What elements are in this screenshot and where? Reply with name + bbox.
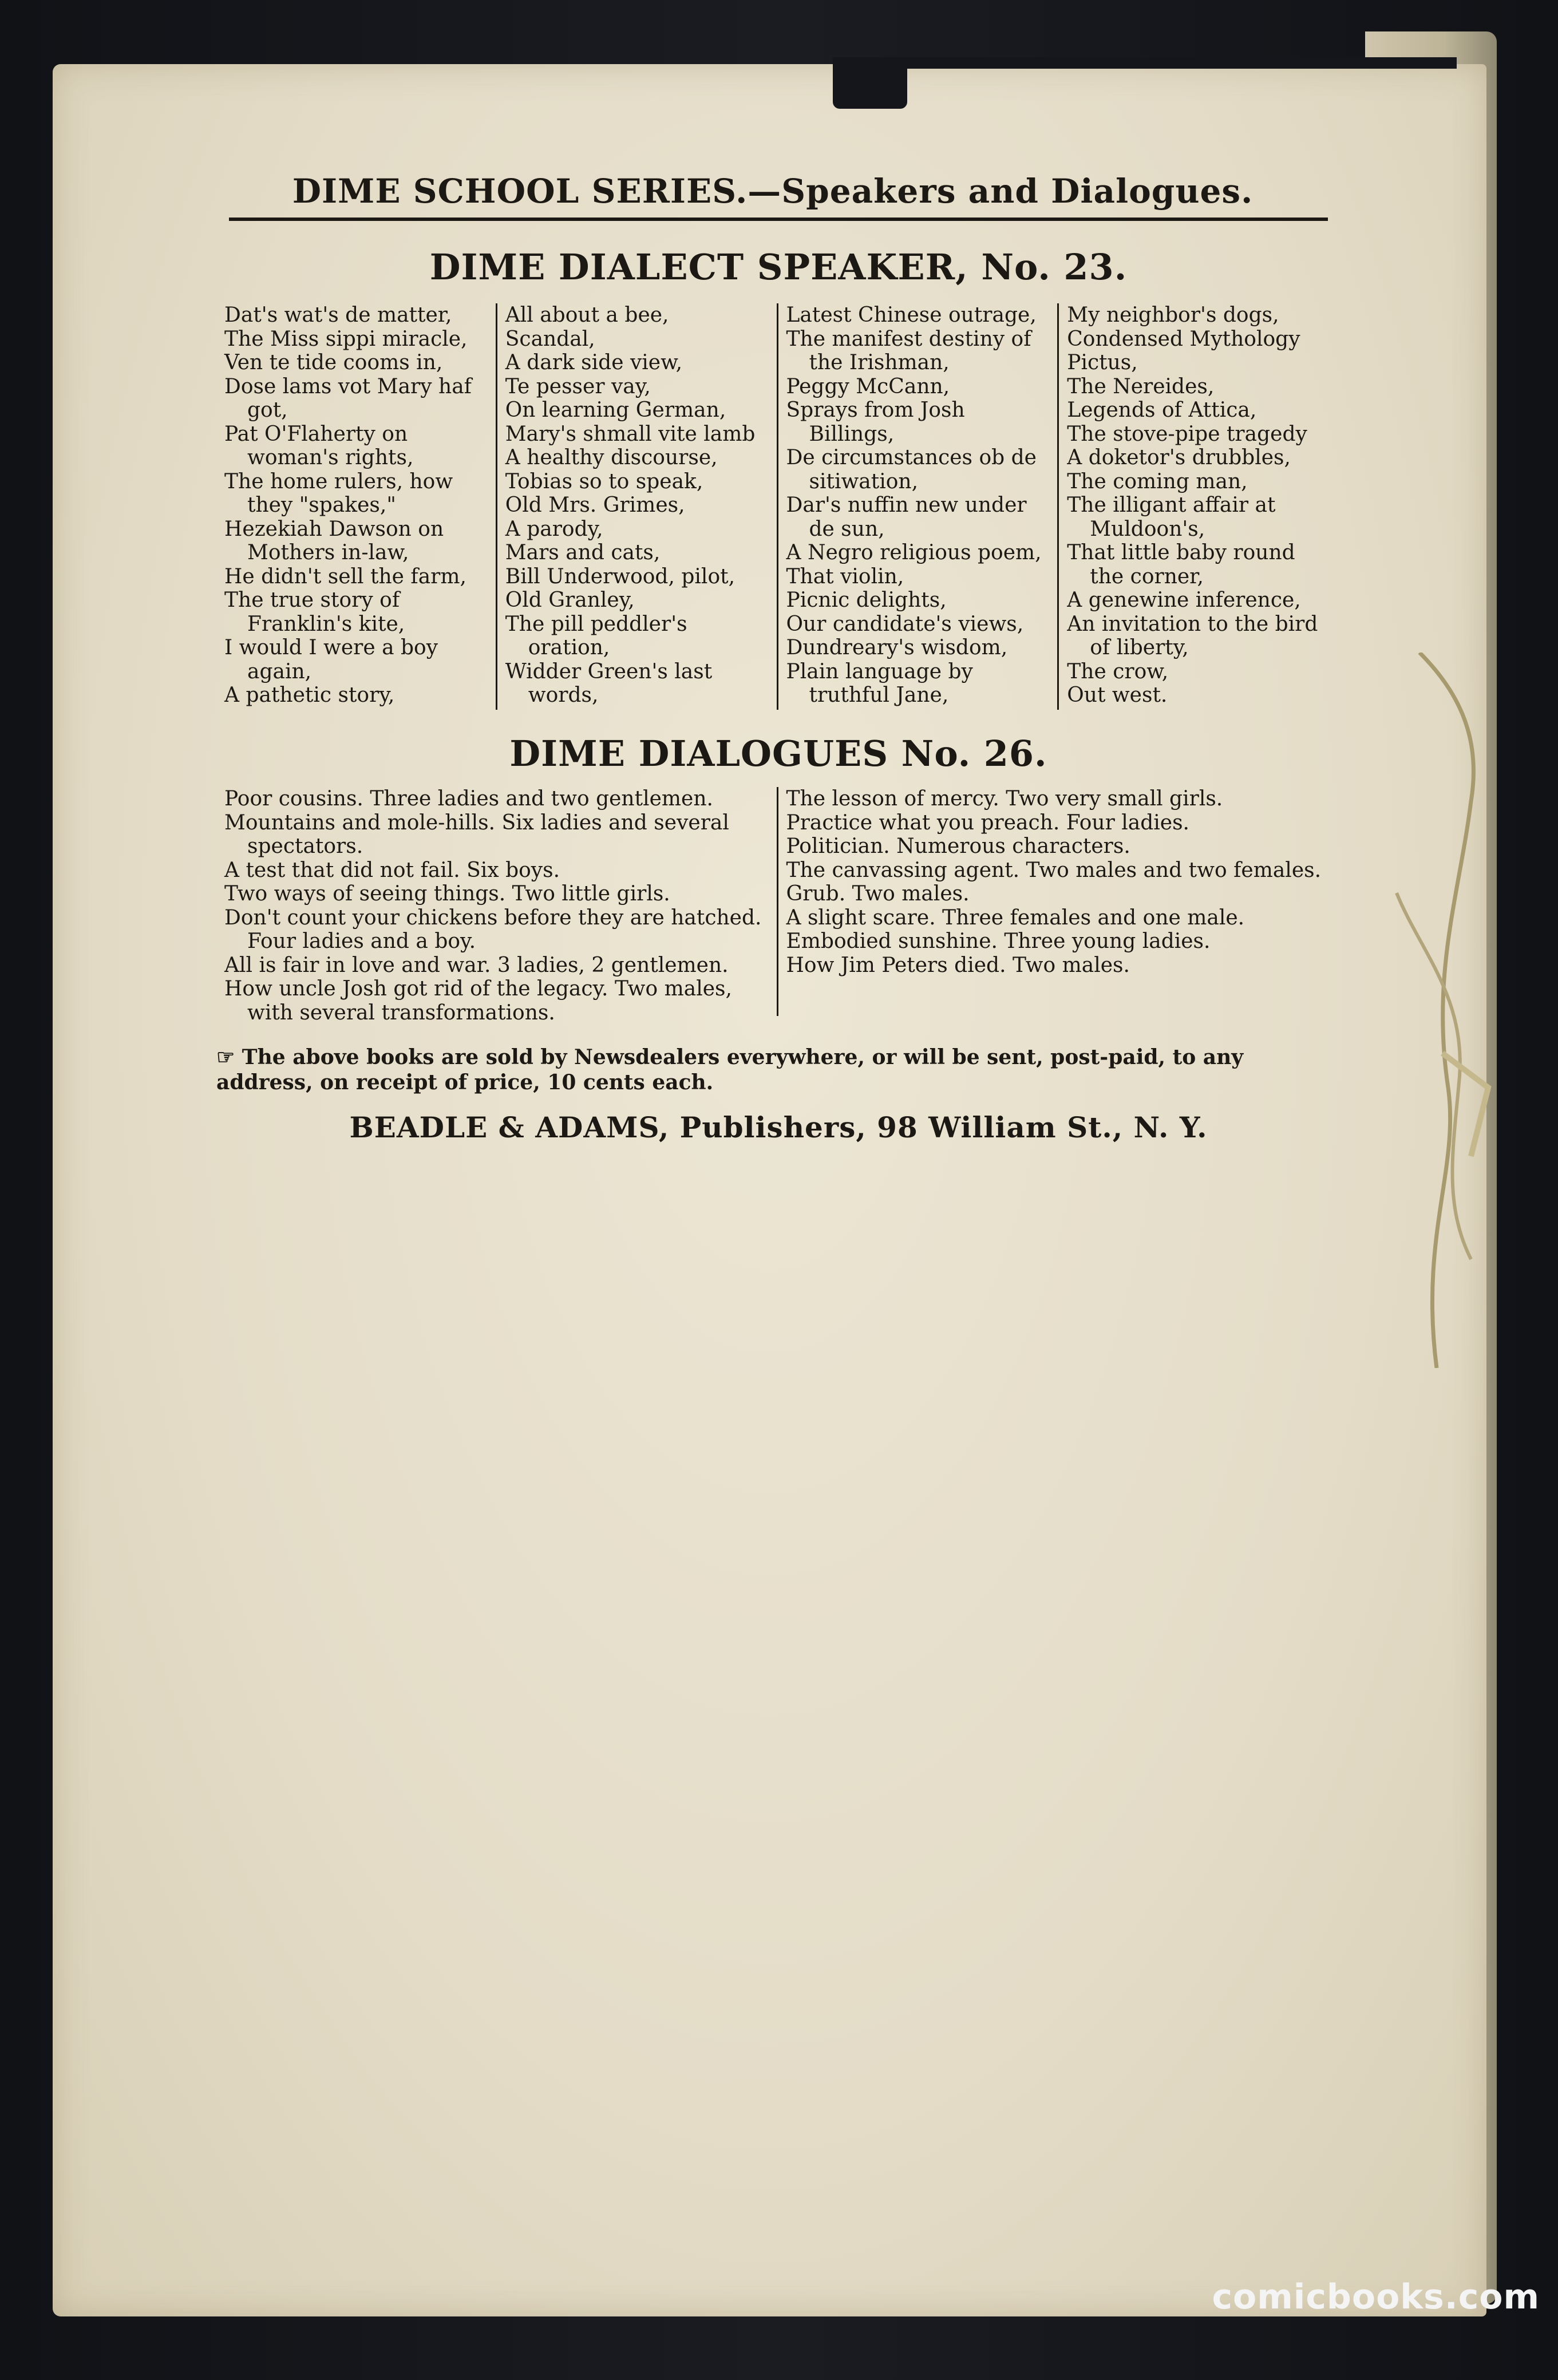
list-item: A dark side view, (505, 351, 683, 374)
list-item: The crow, (1067, 659, 1169, 683)
list-item: Dar's nuffin new under de sun, (786, 493, 1027, 541)
dialogues-contents (216, 787, 1338, 1025)
list-item: A Negro religious poem, (786, 541, 1042, 564)
binding-thread (1385, 653, 1500, 1368)
list-item: Sprays from Josh Billings, (786, 398, 965, 446)
speaker-column-4 (1059, 303, 1338, 710)
list-item: That little baby round the corner, (1067, 541, 1295, 588)
list-item: The manifest destiny of the Irishman, (786, 327, 1031, 374)
list-item: Old Mrs. Grimes, (505, 493, 685, 517)
list-item: A test that did not fail. Six boys. (224, 858, 560, 882)
watermark: comicbooks.com (1212, 2277, 1540, 2317)
list-item: Two ways of seeing things. Two little girls. (224, 882, 670, 906)
series-header: DIME SCHOOL SERIES.—Speakers and Dialogues. (292, 172, 1253, 211)
speaker-column-2 (497, 303, 778, 710)
list-item: De circumstances ob de sitiwation, (786, 446, 1037, 493)
list-item: How uncle Josh got rid of the legacy. Two males, with several transformations. (224, 977, 732, 1025)
list-item: Widder Green's last words, (505, 659, 713, 707)
speaker-contents (216, 303, 1338, 710)
list-item: A parody, (505, 517, 603, 541)
list-item: Dat's wat's de matter, (224, 303, 452, 327)
list-item: Legends of Attica, (1067, 398, 1257, 422)
list-item: Mountains and mole-hills. Six ladies and several spectators. (224, 811, 729, 858)
publisher-imprint: BEADLE & ADAMS, Publishers, 98 William St., N. Y. (349, 1110, 1208, 1144)
list-item: How Jim Peters died. Two males. (786, 953, 1130, 977)
list-item: Our candidate's views, (786, 612, 1024, 636)
list-item: The stove-pipe tragedy (1067, 422, 1307, 446)
list-item: Don't count your chickens before they are hatched. Four ladies and a boy. (224, 906, 762, 953)
list-item: Old Granley, (505, 588, 635, 612)
list-item: Politician. Numerous characters. (786, 835, 1130, 858)
list-item: Latest Chinese outrage, (786, 303, 1037, 327)
list-item: A genewine inference, (1067, 588, 1301, 612)
list-item: Practice what you preach. Four ladies. (786, 811, 1189, 835)
list-item: The coming man, (1067, 469, 1248, 493)
list-item: The illigant affair at Muldoon's, (1067, 493, 1276, 541)
list-item: A healthy discourse, (505, 446, 718, 469)
list-item: The true story of Franklin's kite, (224, 588, 405, 636)
list-item: Condensed Mythology (1067, 327, 1300, 351)
list-item: Picnic delights, (786, 588, 947, 612)
list-item: Ven te tide cooms in, (224, 351, 443, 374)
list-item: The canvassing agent. Two males and two females. (786, 858, 1322, 882)
list-item: Tobias so to speak, (505, 469, 703, 493)
list-item: Embodied sunshine. Three young ladies. (786, 930, 1211, 953)
list-item: He didn't sell the farm, (224, 564, 466, 588)
speaker-column-3 (778, 303, 1059, 710)
list-item: An invitation to the bird of liberty, (1067, 612, 1318, 659)
list-item: Scandal, (505, 327, 595, 351)
list-item: All is fair in love and war. 3 ladies, 2 gentlemen. (224, 953, 729, 977)
list-item: The Nereides, (1067, 374, 1215, 398)
list-item: Bill Underwood, pilot, (505, 564, 735, 588)
list-item: Pictus, (1067, 351, 1138, 374)
ordering-notice: ☞ The above books are sold by Newsdealers everywhere, or will be sent, post-paid, to any address, on receipt of price, 10 cents each. (216, 1045, 1244, 1094)
list-item: I would I were a boy again, (224, 636, 438, 683)
list-item: On learning German, (505, 398, 726, 422)
list-item: The home rulers, how they "spakes," (224, 469, 453, 517)
list-item: Grub. Two males. (786, 882, 970, 906)
dialogues-column-1 (216, 787, 778, 1025)
header-rule (229, 218, 1328, 221)
dialogues-title: DIME DIALOGUES No. 26. (509, 733, 1047, 774)
list-item: A doketor's drubbles, (1067, 446, 1291, 469)
list-item: Mary's shmall vite lamb (505, 422, 756, 446)
list-item: Te pesser vay, (505, 374, 651, 398)
list-item: Out west. (1067, 683, 1168, 707)
list-item: My neighbor's dogs, (1067, 303, 1279, 327)
list-item: A slight scare. Three females and one male. (786, 906, 1245, 930)
list-item: A pathetic story, (224, 683, 395, 707)
list-item: Pat O'Flaherty on woman's rights, (224, 422, 414, 469)
list-item: Plain language by truthful Jane, (786, 659, 973, 707)
list-item: Mars and cats, (505, 541, 661, 564)
torn-notch (833, 57, 907, 109)
list-item: Hezekiah Dawson on Mothers in-law, (224, 517, 444, 564)
top-dark-gap (907, 57, 1457, 69)
list-item: The Miss sippi miracle, (224, 327, 468, 351)
list-item: Dundreary's wisdom, (786, 636, 1008, 659)
list-item: All about a bee, (505, 303, 669, 327)
list-item: Dose lams vot Mary haf got, (224, 374, 472, 422)
speaker-column-1 (216, 303, 497, 710)
speaker-title: DIME DIALECT SPEAKER, No. 23. (429, 246, 1128, 288)
dialogues-column-2 (778, 787, 1339, 1016)
list-item: The lesson of mercy. Two very small girls. (786, 787, 1223, 811)
list-item: Poor cousins. Three ladies and two gentlemen. (224, 787, 713, 811)
list-item: The pill peddler's oration, (505, 612, 687, 659)
list-item: Peggy McCann, (786, 374, 950, 398)
list-item: That violin, (786, 564, 904, 588)
